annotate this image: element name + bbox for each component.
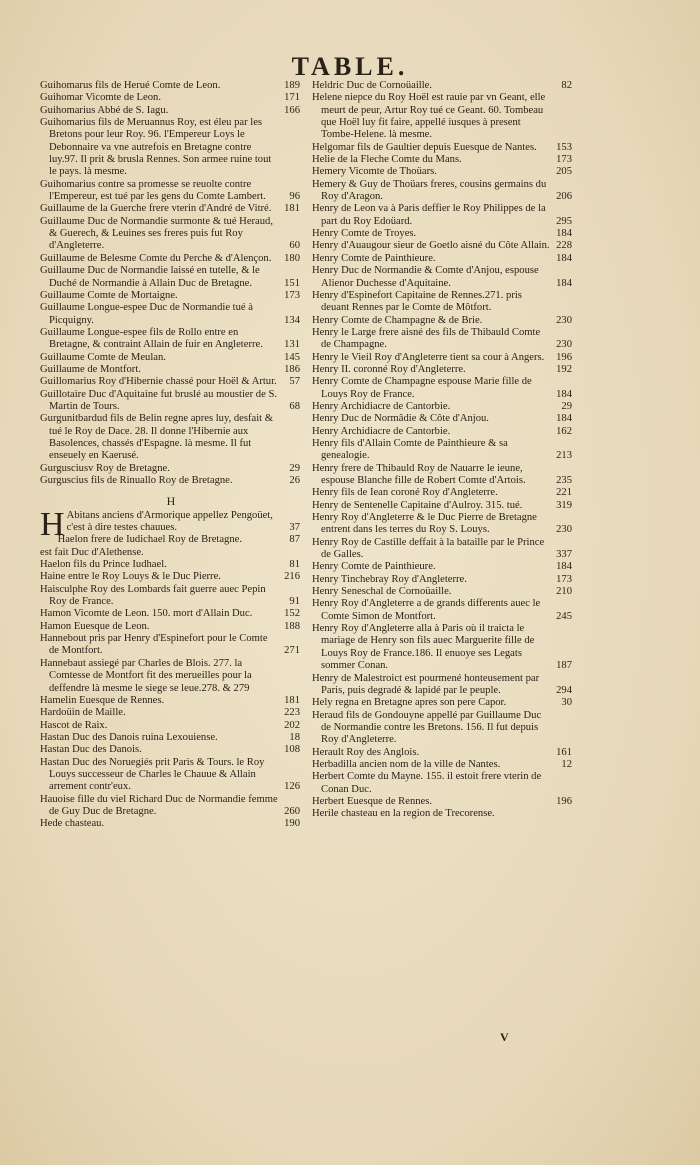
entry-page-number: 213 xyxy=(556,450,572,462)
entry-page-number: 196 xyxy=(556,351,572,363)
entry-text: Henry d'Auaugour sieur de Goetlo aisné du Côte Allain. xyxy=(312,240,550,252)
entry-text: Helene niepce du Roy Hoël est rauie par vn Geant, elle meurt de peur, Artur Roy tué ce Geant. 60. Tombeau que Hoël luy fit faire, appellé iusques à present Tombe-Helene. là mesme. xyxy=(312,92,546,141)
entry-text: Guillaume Longue-espee fils de Rollo entre en Bretagne, & contraint Allain de fuir en Angleterre. xyxy=(40,326,263,351)
index-entry xyxy=(40,302,302,327)
index-entry xyxy=(312,179,574,204)
entry-text: Guillaume Comte de Mortaigne. xyxy=(40,289,178,301)
entry-text: Guillaume de Belesme Comte du Perche & d'Alençon. xyxy=(40,252,272,264)
entry-page-number: 188 xyxy=(284,620,300,632)
entry-text: Hamelin Euesque de Rennes. xyxy=(40,694,165,706)
entry-page-number: 245 xyxy=(556,610,572,622)
entry-page-number: 60 xyxy=(289,240,300,252)
entry-page-number: 153 xyxy=(556,141,572,153)
entry-text: Gurgusciusv Roy de Bretagne. xyxy=(40,462,170,474)
index-entry xyxy=(40,707,302,719)
index-entry xyxy=(312,401,574,413)
entry-page-number: 91 xyxy=(289,596,300,608)
index-entry xyxy=(40,364,302,376)
entry-page-number: 173 xyxy=(556,573,572,585)
entry-text: Henry Comte de Painthieure. xyxy=(312,252,436,264)
entry-text: Guillotaire Duc d'Aquitaine fut bruslé au moustier de S. Martin de Tours. xyxy=(40,388,277,412)
entry-text: Herbadilla ancien nom de la ville de Nantes. xyxy=(312,758,501,770)
entry-page-number: 260 xyxy=(284,805,300,817)
index-entry xyxy=(312,142,574,154)
entry-text: Gurguscius fils de Rinuallo Roy de Bretagne. xyxy=(40,475,233,486)
entry-text: Henry Comte de Troyes. xyxy=(312,228,417,240)
entry-page-number: 29 xyxy=(561,400,572,412)
index-entry xyxy=(312,586,574,598)
entry-page-number: 186 xyxy=(284,363,300,375)
entry-text: Guillomarius Roy d'Hibernie chassé pour Hoël & Artur. xyxy=(40,376,277,388)
entry-text: Henry Roy d'Angleterre alla à Paris où il traicta le mariage de Henry son fils auec Marguerite fille de Louys Roy de France.186. Il enuoye ses Legats sommer Conan. xyxy=(312,623,535,672)
entry-page-number: 271 xyxy=(284,645,300,657)
index-entry xyxy=(40,608,302,620)
entry-page-number: 230 xyxy=(556,524,572,536)
entry-page-number: 294 xyxy=(556,684,572,696)
entry-page-number: 210 xyxy=(556,586,572,598)
entry-text: Guihomarius Abbé de S. Iagu. xyxy=(40,104,169,116)
entry-page-number: 30 xyxy=(561,697,572,709)
entry-page-number: 184 xyxy=(556,561,572,573)
index-entry xyxy=(312,747,574,759)
entry-page-number: 162 xyxy=(556,425,572,437)
index-entry xyxy=(40,534,302,546)
entry-text: Henry de Leon va à Paris deffier le Roy Philippes de la part du Roy Edoüard. xyxy=(312,203,546,227)
index-entry xyxy=(40,413,302,462)
entry-text: Hascot de Raix. xyxy=(40,719,108,731)
entry-page-number: 319 xyxy=(556,499,572,511)
entry-page-number: 12 xyxy=(561,758,572,770)
entry-text: Henry Comte de Champagne espouse Marie fille de Louys Roy de France. xyxy=(312,376,532,400)
index-entry xyxy=(312,438,574,463)
index-entry xyxy=(312,598,574,623)
index-entry xyxy=(312,352,574,364)
entry-text: Hastan Duc des Noruegiés prit Paris & Tours. le Roy Louys successeur de Charles le Chauue & Allain arrement contr'eux. xyxy=(40,756,265,793)
entry-page-number: 295 xyxy=(556,215,572,227)
index-entry xyxy=(312,327,574,352)
index-entry xyxy=(312,561,574,573)
entry-page-number: 205 xyxy=(556,166,572,178)
entry-text: Abitans anciens d'Armorique appellez Pengoüet, c'est à dire testes chauues. xyxy=(66,509,273,534)
entry-text: Henry II. coronné Roy d'Angleterre. xyxy=(312,363,466,375)
index-entry xyxy=(40,633,302,658)
entry-text: Henry de Malestroict est pourmené honteusement par Paris, puis degradé & lapidé par le peuple. xyxy=(312,672,540,696)
index-entry xyxy=(40,216,302,253)
entry-page-number: 235 xyxy=(556,475,572,486)
index-entry xyxy=(312,253,574,265)
index-entry xyxy=(312,537,574,562)
entry-page-number: 184 xyxy=(556,413,572,425)
entry-text: Henry le Large frere aisné des fils de Thibauld Comte de Champagne. xyxy=(312,326,541,351)
entry-text: Guillaume Comte de Meulan. xyxy=(40,351,166,363)
index-entry xyxy=(40,265,302,290)
entry-page-number: 131 xyxy=(284,339,300,351)
index-entry xyxy=(40,744,302,756)
entry-page-number: 206 xyxy=(556,191,572,203)
entry-page-number: 230 xyxy=(556,339,572,351)
entry-page-number: 184 xyxy=(556,252,572,264)
index-entry xyxy=(312,376,574,401)
entry-text: Henry Roy d'Angleterre a de grands differents auec le Comte Simon de Montfort. xyxy=(312,598,541,622)
entry-page-number: 173 xyxy=(556,154,572,166)
index-entry xyxy=(312,759,574,771)
index-entry xyxy=(40,794,302,819)
index-entry xyxy=(40,732,302,744)
index-entry xyxy=(40,571,302,583)
entry-page-number: 230 xyxy=(556,314,572,326)
entry-page-number: 26 xyxy=(289,475,300,486)
page-title: TABLE. xyxy=(291,52,409,81)
index-entry xyxy=(40,80,302,92)
entry-page-number: 37 xyxy=(289,522,300,534)
index-entry xyxy=(312,92,574,141)
index-entry xyxy=(312,203,574,228)
entry-page-number: 134 xyxy=(284,314,300,326)
index-entry xyxy=(40,475,302,487)
entry-text: Helie de la Fleche Comte du Mans. xyxy=(312,154,462,166)
entry-text: Henry fils de Iean coroné Roy d'Angleterre. xyxy=(312,487,498,499)
entry-text: Herault Roy des Anglois. xyxy=(312,746,420,758)
entry-text: Henry frere de Thibauld Roy de Nauarre le ieune, espouse Blanche fille de Robert Comte d'Artois. xyxy=(312,462,526,486)
entry-text: Henry Seneschal de Cornoüaille. xyxy=(312,586,452,598)
entry-page-number: 190 xyxy=(284,818,300,830)
entry-text: Henry Duc de Normandie & Comte d'Anjou, espouse Alienor Duchesse d'Aquitaine. xyxy=(312,265,539,289)
entry-page-number: 166 xyxy=(284,104,300,116)
index-entry xyxy=(40,818,302,830)
entry-text: Henry Roy de Castille deffait à la bataille par le Prince de Galles. xyxy=(312,536,545,561)
entry-page-number: 82 xyxy=(561,80,572,91)
index-entry xyxy=(312,80,574,92)
entry-page-number: 189 xyxy=(284,80,300,91)
entry-text: Henry le Vieil Roy d'Angleterre tient sa cour à Angers. xyxy=(312,351,545,363)
index-entry xyxy=(40,389,302,414)
entry-page-number: 96 xyxy=(289,191,300,203)
entry-page-number: 184 xyxy=(556,228,572,240)
entry-text: Henry Comte de Champagne & de Brie. xyxy=(312,314,483,326)
index-entry xyxy=(40,290,302,302)
entry-page-number: 337 xyxy=(556,549,572,561)
index-entry xyxy=(312,228,574,240)
entry-text: Henry fils d'Allain Comte de Painthieure & sa genealogie. xyxy=(312,437,508,462)
entry-page-number: 145 xyxy=(284,351,300,363)
entry-text: Haisculphe Roy des Lombards fait guerre auec Pepin Roy de France. xyxy=(40,583,266,608)
entry-text: Hauoise fille du viel Richard Duc de Normandie femme de Guy Duc de Bretagne. xyxy=(40,793,278,817)
index-entry xyxy=(312,796,574,808)
entry-text: Guillaume Duc de Normandie laissé en tutelle, & le Duché de Normandie à Allain Duc de Bretagne. xyxy=(40,265,260,289)
entry-page-number: 223 xyxy=(284,707,300,719)
entry-text: Hamon Vicomte de Leon. 150. mort d'Allain Duc. xyxy=(40,608,253,620)
entry-text: Guihomarius contre sa promesse se reuolte contre l'Empereur, est tué par les gens du Comte Lambert. xyxy=(40,178,266,203)
entry-text: Hemery & Guy de Thoüars freres, cousins germains du Roy d'Aragon. xyxy=(312,178,547,203)
index-entry xyxy=(40,253,302,265)
entry-text: Henry Tinchebray Roy d'Angleterre. xyxy=(312,573,467,585)
index-entry xyxy=(312,154,574,166)
entry-text: Henry d'Espinefort Capitaine de Rennes.271. pris deuant Rennes par le Comte de Môtfort. xyxy=(312,289,522,314)
entry-page-number: 216 xyxy=(284,571,300,583)
entry-page-number: 18 xyxy=(289,731,300,743)
entry-page-number: 228 xyxy=(556,240,572,252)
catchword: V xyxy=(500,1030,509,1044)
index-entry xyxy=(312,623,574,672)
entry-text: Herile chasteau en la region de Trecorense. xyxy=(312,808,495,820)
entry-page-number: 181 xyxy=(284,694,300,706)
index-entry xyxy=(312,500,574,512)
entry-text: Heldric Duc de Cornoüaille. xyxy=(312,80,433,91)
entry-text: Heraud fils de Gondouyne appellé par Guillaume Duc de Normandie contre les Bretons. 156. Il fut depuis Roy d'Angleterre. xyxy=(312,709,542,746)
entry-text: Henry Duc de Normâdie & Côte d'Anjou. xyxy=(312,413,489,425)
index-entry xyxy=(312,487,574,499)
entry-text: Haelon frere de Iudichael Roy de Bretagne. xyxy=(57,534,242,546)
entry-text: Hardoüin de Maille. xyxy=(40,707,126,719)
entry-page-number: 196 xyxy=(556,795,572,807)
index-entry xyxy=(312,166,574,178)
entry-text: Guillaume de la Guerche frere vterin d'André de Vitré. xyxy=(40,203,272,215)
entry-text: Hastan Duc des Danois. xyxy=(40,744,142,756)
entry-text: Helgomar fils de Gaultier depuis Euesque de Nantes. xyxy=(312,141,537,153)
index-entry xyxy=(40,352,302,364)
entry-text: Hemery Vicomte de Thoüars. xyxy=(312,166,437,178)
entry-page-number: 29 xyxy=(289,462,300,474)
index-entry xyxy=(312,697,574,709)
entry-page-number: 184 xyxy=(556,388,572,400)
entry-text: Henry Roy d'Angleterre & le Duc Pierre de Bretagne entrent dans les terres du Roy S. Louys. xyxy=(312,512,537,536)
index-entry xyxy=(312,710,574,747)
drop-cap-letter: H xyxy=(40,505,65,543)
entry-text: Hede chasteau. xyxy=(40,818,105,830)
index-entry xyxy=(312,315,574,327)
index-entry xyxy=(312,463,574,488)
index-entry xyxy=(40,327,302,352)
entry-page-number: 68 xyxy=(289,400,300,412)
left-column xyxy=(40,80,302,831)
index-entry xyxy=(40,179,302,204)
entry-page-number: 87 xyxy=(289,534,300,546)
entry-text: Hannebout pris par Henry d'Espinefort pour le Comte de Montfort. xyxy=(40,633,268,657)
index-entry xyxy=(40,559,302,571)
entry-page-number: 192 xyxy=(556,363,572,375)
index-entry xyxy=(40,105,302,117)
entry-page-number: 202 xyxy=(284,719,300,731)
index-entry xyxy=(312,426,574,438)
entry-page-number: 151 xyxy=(284,277,300,289)
index-entry xyxy=(312,808,574,820)
entry-page-number: 181 xyxy=(284,203,300,215)
entry-page-number: 126 xyxy=(284,781,300,793)
entry-page-number: 187 xyxy=(556,660,572,672)
index-entry xyxy=(40,720,302,732)
index-entry xyxy=(312,265,574,290)
entry-text: Henry de Sentenelle Capitaine d'Aulroy. 315. tué. xyxy=(312,499,523,511)
entry-text: Hastan Duc des Danois ruina Lexouiense. xyxy=(40,731,218,743)
entry-text: Henry Archidiacre de Cantorbie. xyxy=(312,425,451,437)
index-entry xyxy=(312,512,574,537)
index-entry xyxy=(312,771,574,796)
index-entry xyxy=(40,376,302,388)
entry-text: Hely regna en Bretagne apres son pere Capor. xyxy=(312,697,507,709)
entry-text: Hannebaut assiegé par Charles de Blois. 277. la Comtesse de Montfort fit des merueilles pour la deffendre là mesme le siege se leue.278. & 279 xyxy=(40,657,252,694)
index-entry xyxy=(40,463,302,475)
entry-text: Guillaume Duc de Normandie surmonte & tué Heraud, & Guerech, & Leuines ses freres puis fut Roy d'Angleterre. xyxy=(40,215,273,252)
entry-page-number: 180 xyxy=(284,252,300,264)
entry-page-number: 57 xyxy=(289,376,300,388)
entry-text: Hamon Euesque de Leon. xyxy=(40,620,150,632)
section-letter-heading: H xyxy=(166,494,176,509)
index-entry xyxy=(40,203,302,215)
index-entry xyxy=(40,117,302,179)
entry-page-number: 173 xyxy=(284,289,300,301)
entry-page-number: 221 xyxy=(556,487,572,499)
entry-text: Gurgunitbardud fils de Belin regne apres luy, desfait & tué le Roy de Dace. 28. Il donne l'Hibernie aux Basolences, chassés d'Espagne. là mesme. Il fut enseuely en Kaerusé. xyxy=(40,413,274,462)
index-entry xyxy=(40,621,302,633)
entry-text: Guihomar Vicomte de Leon. xyxy=(40,92,161,104)
index-entry xyxy=(312,290,574,315)
entry-text: Haine entre le Roy Louys & le Duc Pierre. xyxy=(40,571,221,583)
index-entry xyxy=(40,695,302,707)
entry-text: Guihomarus fils de Herué Comte de Leon. xyxy=(40,80,221,91)
entry-page-number: 152 xyxy=(284,608,300,620)
entry-page-number: 81 xyxy=(289,559,300,571)
entry-text: Henry Archidiacre de Cantorbie. xyxy=(312,400,451,412)
index-entry xyxy=(40,757,302,794)
entry-page-number: 184 xyxy=(556,277,572,289)
entry-text: Guillaume de Montfort. xyxy=(40,363,141,375)
index-entry xyxy=(40,92,302,104)
entry-text: est fait Duc d'Alethense. xyxy=(40,546,144,558)
index-entry xyxy=(312,574,574,586)
index-entry xyxy=(40,584,302,609)
entry-text: Henry Comte de Painthieure. xyxy=(312,561,436,573)
index-entry xyxy=(312,413,574,425)
entry-page-number: 108 xyxy=(284,744,300,756)
index-entry xyxy=(312,240,574,252)
index-entry xyxy=(312,673,574,698)
entry-text: Herbert Comte du Mayne. 155. il estoit frere vterin de Conan Duc. xyxy=(312,771,542,795)
right-column xyxy=(312,80,574,821)
index-entry xyxy=(40,658,302,695)
entry-text: Haelon fils du Prince Iudhael. xyxy=(40,559,167,571)
entry-page-number: 161 xyxy=(556,746,572,758)
entry-text: Herbert Euesque de Rennes. xyxy=(312,795,433,807)
entry-text: Guihomarius fils de Meruannus Roy, est éleu par les Bretons pour leur Roy. 96. l'Empereur Loys le Debonnaire va vne autrefois en Bretagne contre luy.97. Il prit & brusla Rennes. Son armee ruine tout le pays. là mesme. xyxy=(40,117,272,178)
index-entry xyxy=(312,364,574,376)
index-entry xyxy=(40,547,302,559)
entry-text: Guillaume Longue-espee Duc de Normandie tué à Picquigny. xyxy=(40,302,253,326)
entry-page-number: 171 xyxy=(284,92,300,104)
